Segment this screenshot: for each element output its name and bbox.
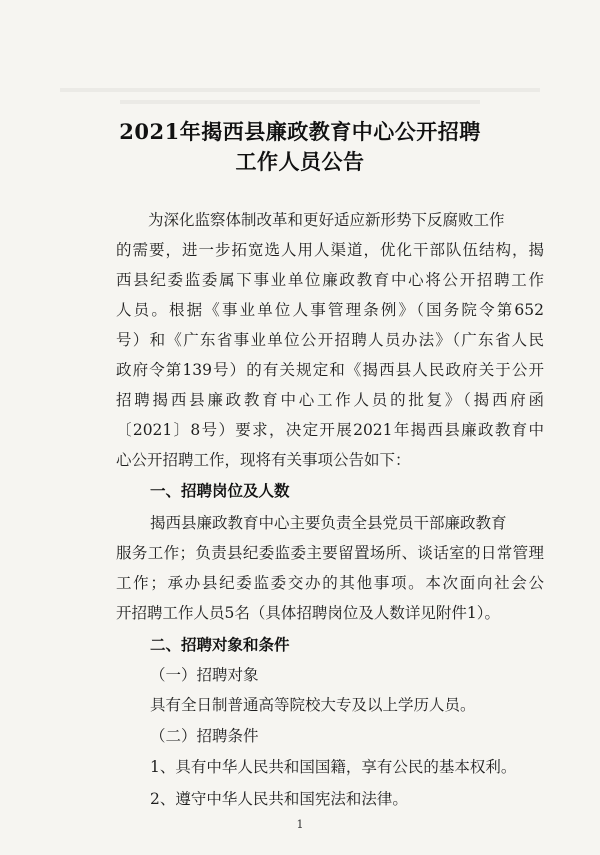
condition-1-text: 1、具有中华人民共和国国籍，享有公民的基本权利。 bbox=[150, 758, 517, 776]
condition-2-text: 2、遵守中华人民共和国宪法和法律。 bbox=[150, 790, 408, 808]
intro-paragraph-line: 政府令第139号）的有关规定和《揭西县人民政府关于公开 bbox=[116, 361, 544, 379]
show-through-mark bbox=[120, 100, 480, 104]
subsection-1-heading: （一）招聘对象 bbox=[150, 666, 259, 684]
show-through-mark bbox=[60, 88, 540, 92]
page-number: 1 bbox=[296, 818, 304, 831]
intro-paragraph-line: 〔2021〕8号）要求，决定开展2021年揭西县廉政教育中 bbox=[116, 421, 544, 439]
section-2-heading: 二、招聘对象和条件 bbox=[150, 635, 290, 654]
section-1-paragraph-line: 开招聘工作人员5名（具体招聘岗位及人数详见附件1）。 bbox=[116, 604, 500, 622]
intro-paragraph-line: 招聘揭西县廉政教育中心工作人员的批复》（揭西府函 bbox=[116, 391, 544, 409]
intro-paragraph-line: 号）和《广东省事业单位公开招聘人员办法》（广东省人民 bbox=[116, 331, 544, 349]
section-1-heading: 一、招聘岗位及人数 bbox=[150, 481, 290, 500]
subsection-1-text: 具有全日制普通高等院校大专及以上学历人员。 bbox=[150, 696, 476, 714]
intro-paragraph-line: 西县纪委监委属下事业单位廉政教育中心将公开招聘工作 bbox=[116, 271, 544, 289]
section-1-paragraph-line: 服务工作；负责县纪委监委主要留置场所、谈话室的日常管理 bbox=[116, 544, 544, 562]
document-title-line-2: 工作人员公告 bbox=[235, 149, 365, 174]
document-title-line-1: 2021年揭西县廉政教育中心公开招聘 bbox=[119, 119, 481, 144]
section-1-paragraph-line: 揭西县廉政教育中心主要负责全县党员干部廉政教育 bbox=[150, 514, 507, 532]
section-1-paragraph-line: 工作；承办县纪委监委交办的其他事项。本次面向社会公 bbox=[116, 574, 544, 592]
intro-paragraph-line: 心公开招聘工作，现将有关事项公告如下： bbox=[116, 451, 411, 469]
intro-paragraph-line: 的需要，进一步拓宽选人用人渠道，优化干部队伍结构，揭 bbox=[116, 241, 544, 259]
intro-paragraph-line: 为深化监察体制改革和更好适应新形势下反腐败工作 bbox=[148, 211, 505, 229]
subsection-2-heading: （二）招聘条件 bbox=[150, 727, 259, 745]
intro-paragraph-line: 人员。根据《事业单位人事管理条例》（国务院令第652 bbox=[116, 301, 544, 319]
